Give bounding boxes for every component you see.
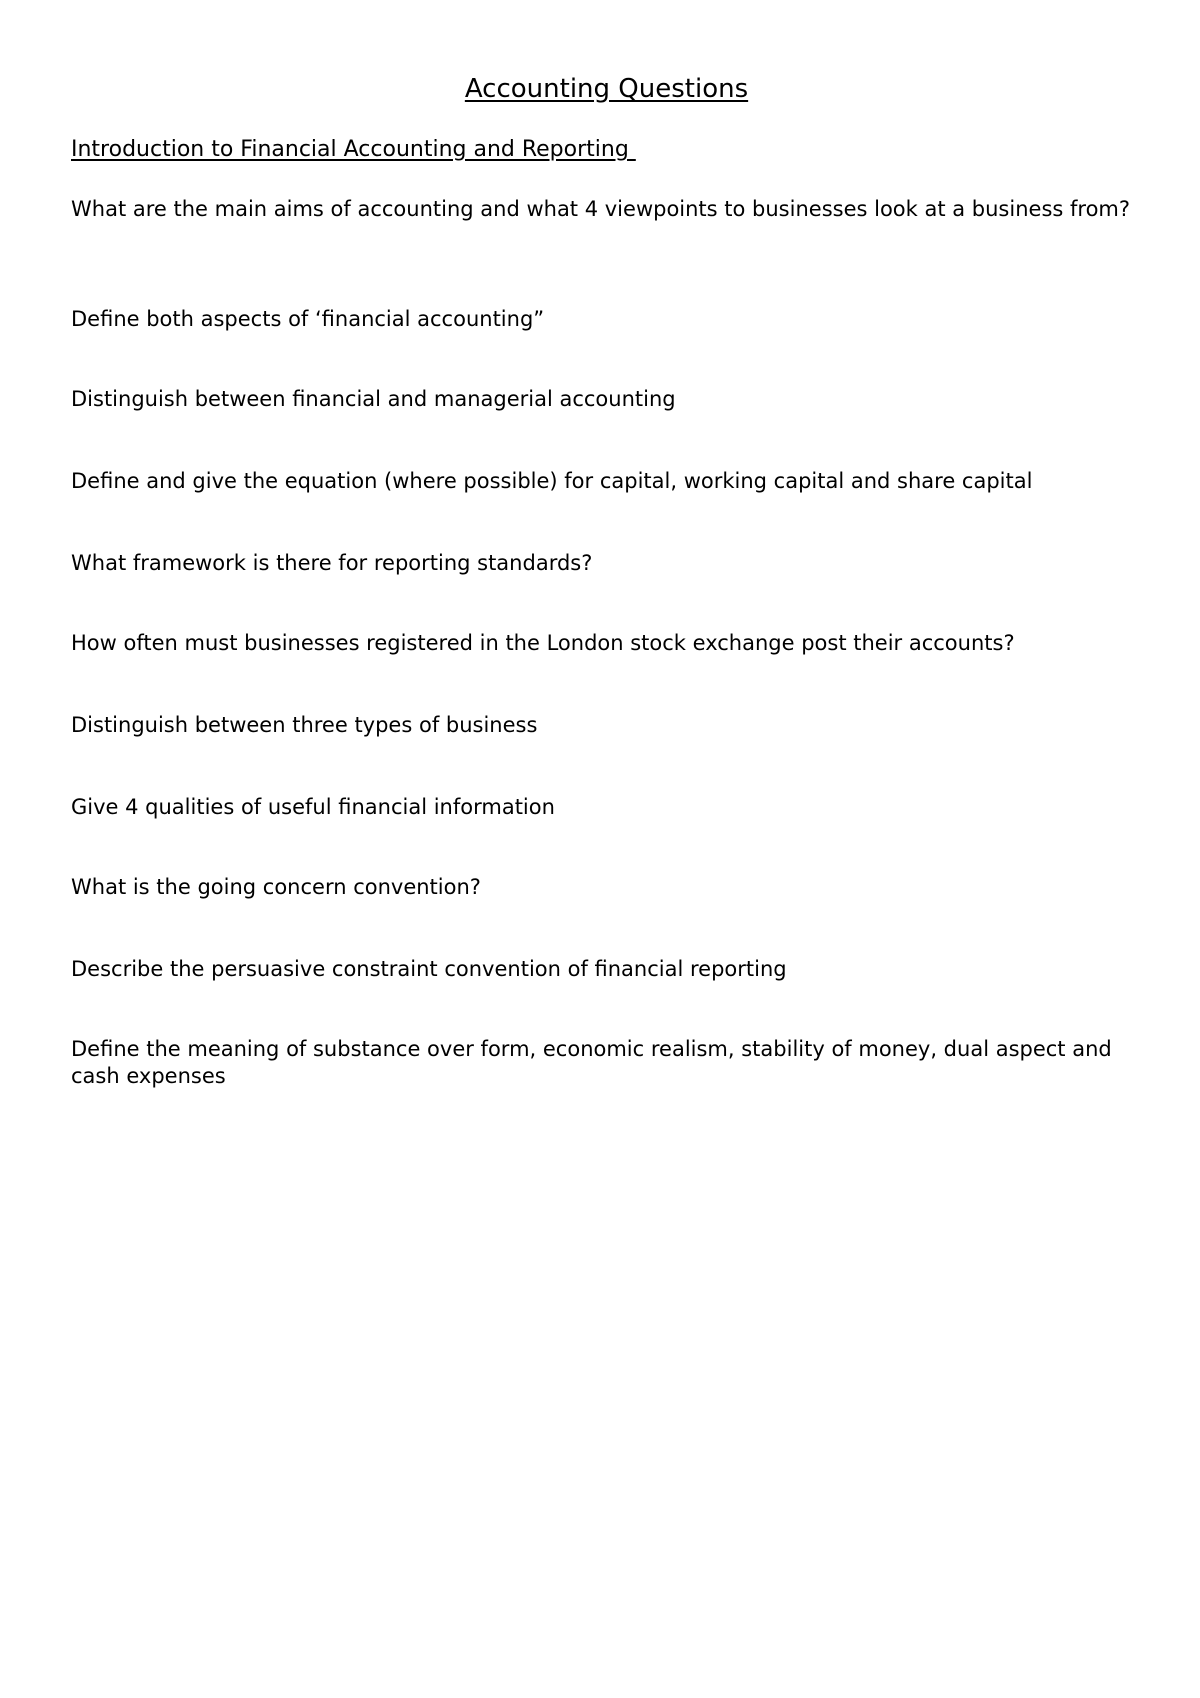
question-item: Define and give the equation (where possible) for capital, working capital and share capital <box>71 469 1033 493</box>
question-item: Define the meaning of substance over form, economic realism, stability of money, dual aspect and cash expenses <box>71 1037 1112 1088</box>
question-item: What is the going concern convention? <box>71 875 481 899</box>
question-item: Give 4 qualities of useful financial information <box>71 795 555 819</box>
question-item: Distinguish between financial and managerial accounting <box>71 387 676 411</box>
question-item: Describe the persuasive constraint convention of financial reporting <box>71 957 787 981</box>
section-heading: Introduction to Financial Accounting and Reporting <box>71 137 636 162</box>
question-item: What framework is there for reporting standards? <box>71 551 593 575</box>
question-item: How often must businesses registered in the London stock exchange post their accounts? <box>71 631 1015 655</box>
question-item: What are the main aims of accounting and what 4 viewpoints to businesses look at a business from? <box>71 197 1131 221</box>
question-item: Distinguish between three types of business <box>71 713 538 737</box>
document-title: Accounting Questions <box>464 74 749 104</box>
question-item: Define both aspects of ‘financial accounting” <box>71 307 545 331</box>
